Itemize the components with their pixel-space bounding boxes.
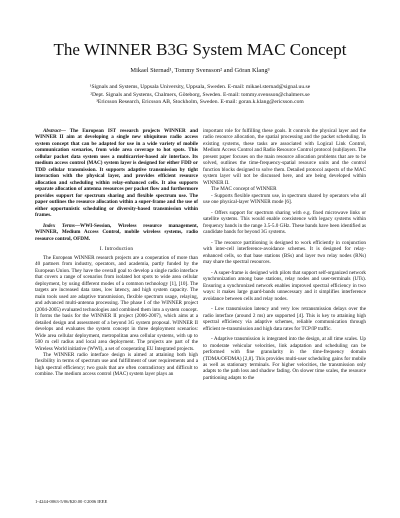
index-terms-text: —WWI-Session, Wireless resource management, WINNER, Medium Access Control, mobile wireless systems, radio resource control, OFDM. (35, 222, 198, 242)
affiliation-chalmers: ²Dept. Signals and Systems, Chalmers, Göteborg, Sweden. E-mail: tommy.svensson@chalmers.se (90, 91, 310, 98)
copyright-footer: 1-4244-0063-5/06/$20.00 ©2006 IEEE (35, 499, 108, 504)
paragraph-intro-2: The WINNER radio interface design is aimed at attaining both high flexibility in terms of spectrum use and fulfillment of user requirements and a high spectral efficiency; two goals that are often contradictory and difficult to combine. The medium access control (MAC) system layer plays an (35, 351, 198, 378)
list-item: - Offers support for spectrum sharing with e.g. fixed microwave links or satellite systems. This would enable coexistence with legacy systems within frequency bands in the range 3.5-5.0 GHz. These bands have been identified as candidate bands for beyond 3G systems. (203, 209, 366, 236)
index-terms-label: Index Terms (43, 222, 75, 229)
paragraph-mac-role: important role for fulfilling these goals. It controls the physical layer and the radio resource allocation, the spatial processing and the packet scheduling. In existing systems, these tasks are associated with Logical Link Control, Medium Access Control and Radio Resource Control protocol (sub)layers. The present paper focuses on the main resource allocation problems that are to be solved, outlines the time-frequency-spatial resource units and the control function blocks designed to solve them. Detailed protocol aspects of the MAC system layer will not be discussed here, and are being developed within WINNER II. (203, 128, 366, 186)
paper-title: The WINNER B3G System MAC Concept (53, 40, 347, 59)
section-heading-introduction: I. Introduction (99, 246, 134, 253)
list-item: - A super-frame is designed with pilots that support self-organized network synchronization among base stations, relay nodes and user-terminals (UTs). Ensuring a synchronized network enables improved spectral efficiency in two ways: it makes large guard-bands unnecessary and it simplifies interference avoidance between cells and relay nodes. (203, 269, 366, 302)
affiliation-ericsson: ³Ericsson Research, Ericsson AB, Stockholm, Sweden. E-mail: goran.k.klang@ericsson.com (96, 99, 304, 106)
list-item: - Adaptive transmission is integrated into the design, at all time scales. Up to moderate vehicular velocities, link adaptation and scheduling can be performed with fine granularity in the time-frequency domain (TDMA/OFDMA) [2,8]. This provides multi-user scheduling gains for mobile as well as stationary terminals. For higher velocities, the transmission only adapts to the path loss and shadow fading. On slower time scales, the resource partitioning adapts to the (203, 336, 366, 381)
affiliations (40, 84, 360, 107)
abstract-label: Abstract— (43, 128, 66, 134)
list-item: - Supports flexible spectrum use, in spectrum shared by operators who all use one physical-layer WINNER mode [6]. (203, 192, 366, 206)
right-column (203, 128, 366, 381)
list-item: - The resource partitioning is designed to work efficiently in conjunction with inter-cell interference-avoidance schemes. It is designed for relay-enhanced cells, so that base stations (BSs) and layer two relay nodes (RNs) may share the spectral resources. (203, 239, 366, 266)
affiliation-uppsala: ¹Signals and Systems, Uppsala University, Uppsala, Sweden. E-mail: mikael.sternad@signal.uu.se (89, 84, 311, 90)
index-terms (35, 223, 198, 242)
abstract (35, 128, 198, 219)
left-column (35, 128, 198, 378)
paragraph-intro-1: The European WINNER research projects are a cooperation of more than 40 partners from industry, operators, and academia, partly funded by the European Union. They have the overall goal to develop a single radio interface that covers a range of scenarios from isolated hot spots to wide area cellular deployment, by using different modes of a common technology [1], [10]. The targets are increased data rates, low latency, and high system capacity. The main tools used are adaptive transmission, flexible spectrum usage, relaying, and advanced multi-antenna processing. The phase I of the WINNER project (2004-2005) evaluated technologies and combined them into a system concept. It forms the basis for the WINNER II project (2006-2007), which aims at a detailed design and assessment of a beyond 3G system proposal. WINNER II develops and evaluates the system concept in three deployment scenarios: Wide area cellular deployment, metropolitan area cellular systems, with up to 500 m cell radius and local area deployment. The projects are part of the Wireless World initiative (WWI), a set of cooperating EU Integrated projects. (35, 254, 198, 352)
author-list: Mikael Sternad¹, Tommy Svensson² and Göran Klang³ (130, 67, 270, 74)
abstract-text: The European IST research projects WINNER and WINNER II aim at developing a single new ubiquitous radio access system concept that can be adapted for use in a wide variety of mobile communication scenarios, from wide area coverage to hot spots. This cellular packet data system uses a multicarrier-based air interface. Its medium access control (MAC) system layer is designed for either FDD or TDD cellular transmission. It supports adaptive transmission by tight interaction with the physical layer, and provides efficient resource allocation and scheduling within relay-enhanced cells. It also supports separate allocation of antenna resources per packet flow and furthermore provides support for spectrum sharing and flexible spectrum use. The paper outlines the resource allocation within a super-frame and the use of either opportunistic scheduling or diversity-based transmission within frames. (35, 128, 198, 219)
paragraph-mac-concept-lead: The MAC concept of WINNER (211, 186, 277, 193)
list-item: - Low transmission latency and very low retransmission delays over the radio interface (around 2 ms) are supported [4]. This is key to attaining high spectral efficiency via adaptive schemes, reliable communication through efficient re-transmission and high data rates for TCP/IP traffic. (203, 306, 366, 332)
